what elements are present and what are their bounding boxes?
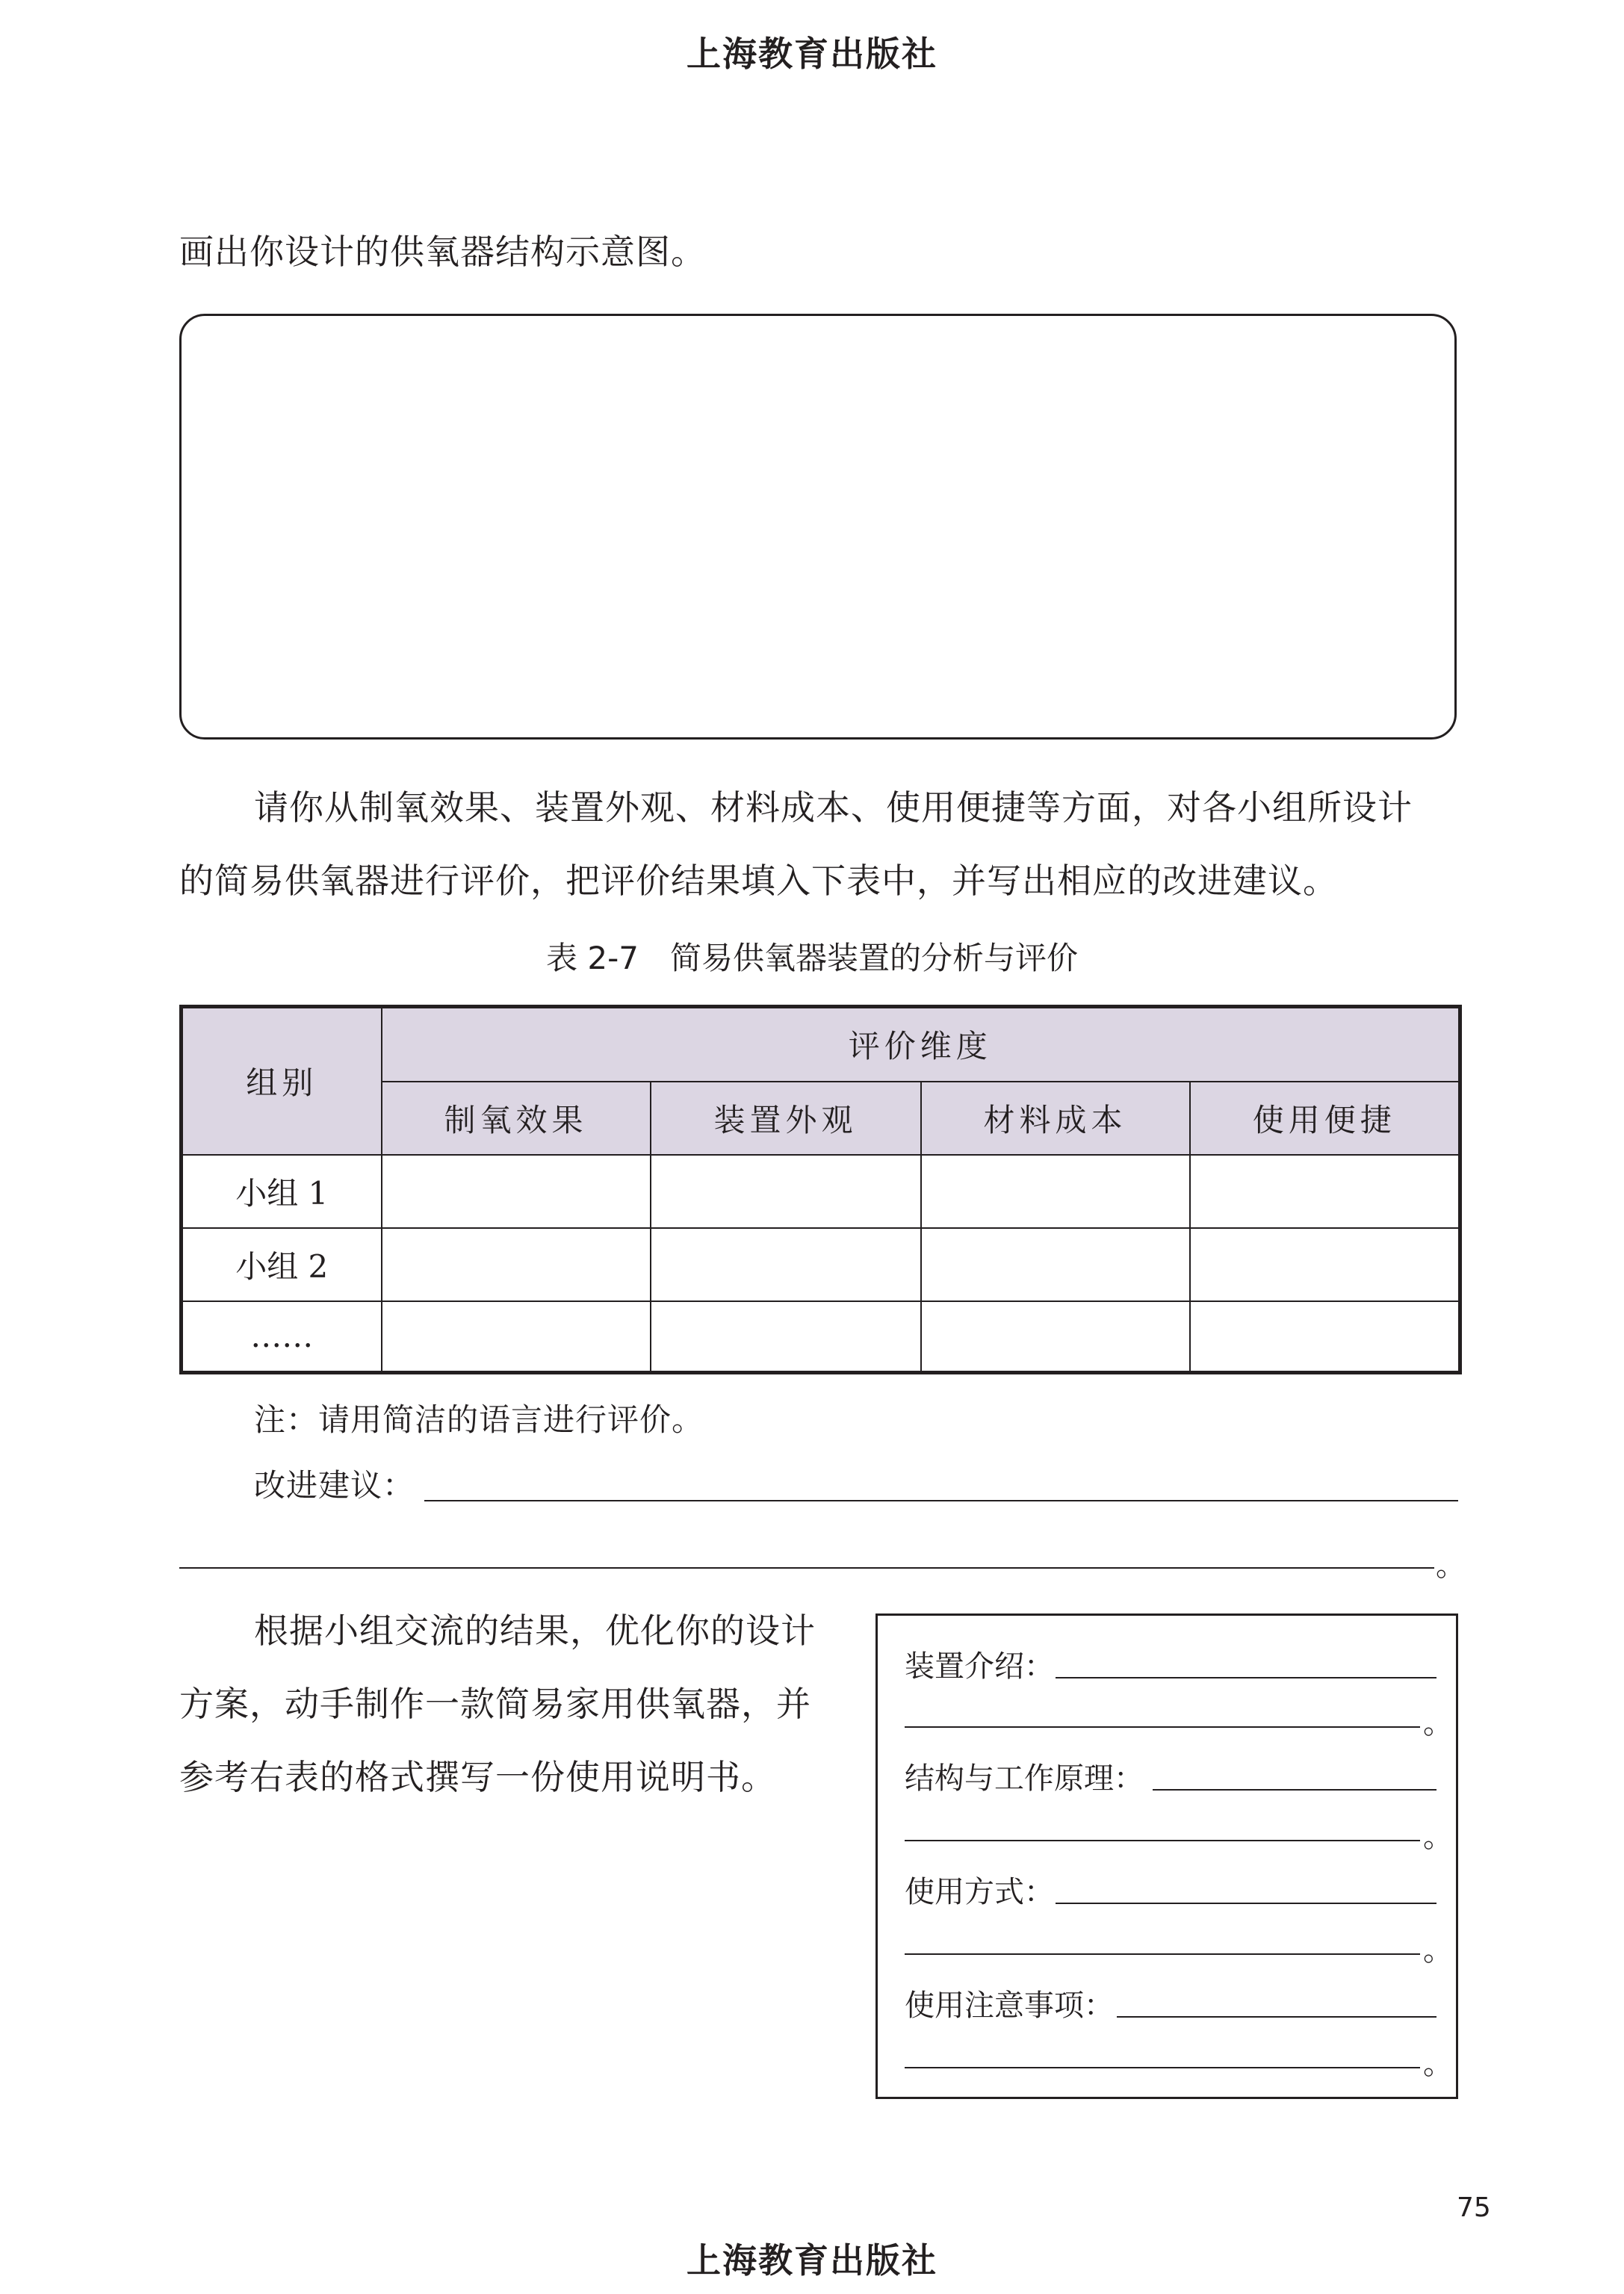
table-caption: 表 2-7 简易供氧器装置的分析与评价 xyxy=(546,940,1078,976)
drawing-prompt: 画出你设计的供氧器结构示意图。 xyxy=(179,232,706,272)
table-cell[interactable] xyxy=(382,1228,651,1301)
eval-paragraph-line2: 的简易供氧器进行评价，把评价结果填入下表中，并写出相应的改进建议。 xyxy=(179,861,1338,901)
suggestion-line-2[interactable] xyxy=(179,1567,1434,1569)
make-paragraph-line2: 方案，动手制作一款简易家用供氧器，并 xyxy=(179,1684,811,1724)
drawing-area[interactable] xyxy=(179,314,1457,740)
manual-field-structure-principle: 结构与工作原理： xyxy=(905,1761,1144,1796)
evaluation-table xyxy=(179,1005,1462,1374)
header-appearance: 装置外观 xyxy=(651,1082,921,1155)
table-cell[interactable] xyxy=(651,1155,921,1228)
manual-template-box xyxy=(875,1613,1458,2099)
row-label: …… xyxy=(182,1301,382,1373)
table-cell[interactable] xyxy=(651,1228,921,1301)
table-cell[interactable] xyxy=(1190,1301,1460,1373)
make-paragraph-line3: 参考右表的格式撰写一份使用说明书。 xyxy=(179,1757,776,1797)
table-cell[interactable] xyxy=(1190,1155,1460,1228)
row-label: 小组 1 xyxy=(182,1155,382,1228)
table-note: 注：请用简洁的语言进行评价。 xyxy=(254,1401,704,1438)
manual-field-precautions: 使用注意事项： xyxy=(905,1988,1114,2023)
suggestion-period: 。 xyxy=(1436,1549,1466,1583)
row-label: 小组 2 xyxy=(182,1228,382,1301)
table-row xyxy=(182,1228,1460,1301)
header-group: 组别 xyxy=(182,1007,382,1155)
table-row xyxy=(182,1301,1460,1373)
manual-period: 。 xyxy=(1423,1933,1453,1968)
manual-field-usage: 使用方式： xyxy=(905,1875,1054,1909)
header-material-cost: 材料成本 xyxy=(921,1082,1190,1155)
header-oxygen-effect: 制氧效果 xyxy=(382,1082,651,1155)
table-cell[interactable] xyxy=(651,1301,921,1373)
manual-line[interactable] xyxy=(905,2067,1420,2068)
suggestion-label: 改进建议： xyxy=(254,1467,415,1504)
manual-line[interactable] xyxy=(905,1726,1420,1728)
header-convenience: 使用便捷 xyxy=(1190,1082,1460,1155)
table-cell[interactable] xyxy=(382,1155,651,1228)
manual-line[interactable] xyxy=(905,1953,1420,1955)
footer-publisher: 上海教育出版社 xyxy=(687,2240,937,2281)
table-cell[interactable] xyxy=(921,1301,1190,1373)
header-dimension: 评价维度 xyxy=(382,1007,1460,1082)
suggestion-line-1[interactable] xyxy=(424,1500,1458,1501)
eval-paragraph-line1: 请你从制氧效果、装置外观、材料成本、使用便捷等方面，对各小组所设计 xyxy=(254,787,1413,828)
table-cell[interactable] xyxy=(921,1228,1190,1301)
manual-line[interactable] xyxy=(1117,2016,1437,2018)
manual-line[interactable] xyxy=(905,1840,1420,1841)
table-cell[interactable] xyxy=(382,1301,651,1373)
table-cell[interactable] xyxy=(921,1155,1190,1228)
manual-field-device-intro: 装置介绍： xyxy=(905,1649,1054,1684)
manual-period: 。 xyxy=(1423,1820,1453,1854)
manual-period: 。 xyxy=(1423,1706,1453,1740)
make-paragraph-line1: 根据小组交流的结果，优化你的设计 xyxy=(254,1611,816,1651)
table-cell[interactable] xyxy=(1190,1228,1460,1301)
page-number: 75 xyxy=(1457,2192,1491,2223)
manual-line[interactable] xyxy=(1153,1789,1437,1791)
manual-line[interactable] xyxy=(1056,1677,1437,1678)
manual-line[interactable] xyxy=(1056,1903,1437,1904)
table-row xyxy=(182,1155,1460,1228)
header-publisher: 上海教育出版社 xyxy=(687,34,937,74)
manual-period: 。 xyxy=(1423,2047,1453,2081)
